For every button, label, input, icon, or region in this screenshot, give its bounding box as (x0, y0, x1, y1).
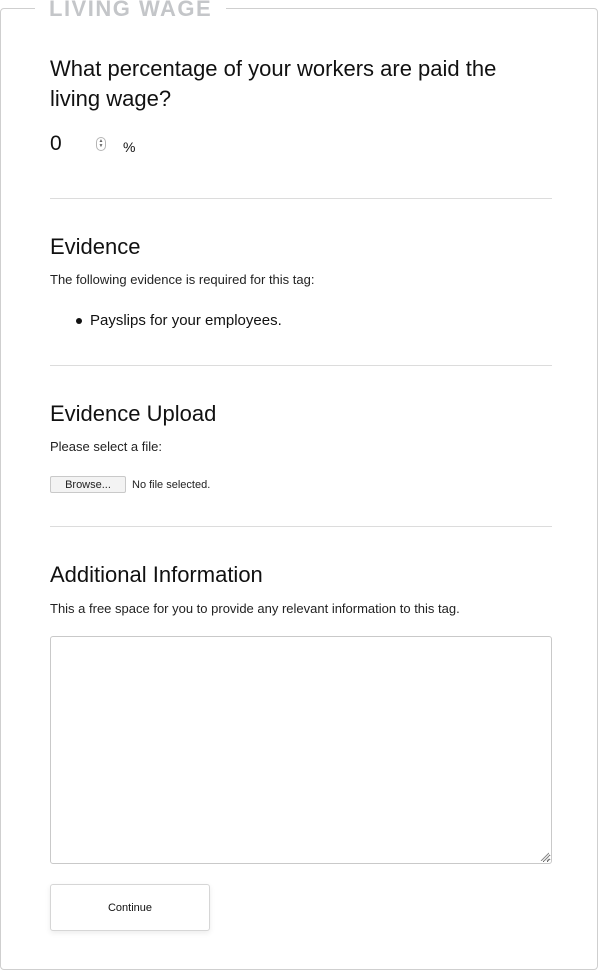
evidence-list-item (76, 311, 282, 331)
question-heading: What percentage of your workers are paid the living wage? (50, 56, 497, 111)
additional-information-heading: Additional Information (50, 562, 263, 587)
percentage-input[interactable]: 0 (50, 132, 62, 155)
evidence-upload-heading: Evidence Upload (50, 401, 217, 426)
evidence-item-text: Payslips for your employees. (90, 312, 282, 329)
browse-button[interactable]: Browse... (50, 476, 126, 493)
section-divider (50, 198, 552, 199)
continue-button[interactable]: Continue (50, 884, 210, 931)
number-spinner[interactable] (96, 137, 106, 151)
bullet-icon (76, 318, 82, 324)
percent-unit-label: % (123, 139, 136, 155)
fieldset-legend: LIVING WAGE (35, 0, 226, 19)
spinner-down-icon[interactable]: ▼ (98, 143, 104, 149)
upload-prompt: Please select a file: (50, 439, 163, 454)
file-input (50, 476, 210, 493)
file-status-text: No file selected. (132, 478, 211, 491)
section-divider (50, 365, 552, 366)
additional-information-description: This a free space for you to provide any relevant information to this tag. (50, 601, 460, 616)
percentage-input-row (50, 131, 135, 157)
evidence-heading: Evidence (50, 234, 141, 259)
evidence-list (76, 311, 282, 331)
section-divider (50, 526, 552, 527)
evidence-intro: The following evidence is required for this tag: (50, 272, 315, 287)
spinner-up-icon[interactable]: ▲ (98, 138, 104, 144)
additional-information-textarea[interactable] (50, 636, 552, 864)
